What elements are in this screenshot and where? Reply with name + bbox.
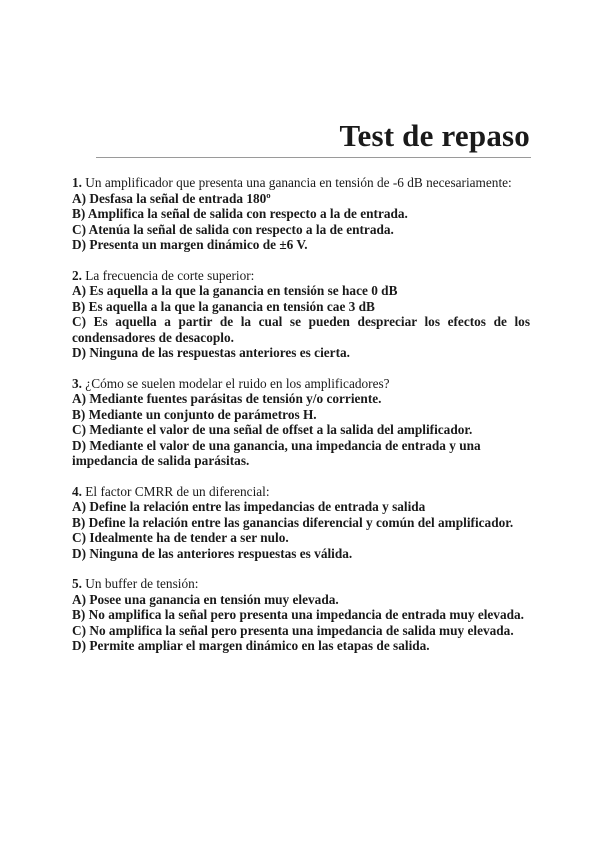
title-divider — [96, 157, 531, 158]
option-d: D) Ninguna de las anteriores respuestas es válida. — [72, 545, 353, 561]
question-1 — [72, 175, 530, 253]
option-a: A) Define la relación entre las impedancias de entrada y salida — [72, 499, 426, 514]
option-d: D) Permite ampliar el margen dinámico en las etapas de salida. — [72, 638, 430, 653]
question-number: 3. — [72, 375, 82, 391]
question-text: La frecuencia de corte superior: — [81, 267, 255, 283]
option-c: C) Idealmente ha de tender a ser nulo. — [72, 530, 289, 545]
question-5 — [72, 576, 530, 654]
option-c: C) No amplifica la señal pero presenta una impedancia de salida muy elevada. — [72, 622, 514, 638]
question-stem — [72, 268, 530, 284]
question-stem — [72, 576, 530, 592]
option-a: A) Desfasa la señal de entrada 180º — [72, 190, 271, 206]
option-b: B) Amplifica la señal de salida con respecto a la de entrada. — [72, 206, 408, 221]
question-text: ¿Cómo se suelen modelar el ruido en los amplificadores? — [81, 375, 390, 391]
question-list — [72, 175, 530, 669]
option-d: D) Mediante el valor de una ganancia, una impedancia de entrada y una impedancia de salida parásitas. — [72, 437, 481, 468]
question-text: Un buffer de tensión: — [81, 576, 199, 591]
page-title: Test de repaso — [339, 118, 530, 153]
question-2 — [72, 268, 530, 361]
question-text: El factor CMRR de un diferencial: — [81, 483, 270, 499]
option-c: C) Mediante el valor de una señal de offset a la salida del amplificador. — [72, 422, 473, 437]
option-b: B) Es aquella a la que la ganancia en tensión cae 3 dB — [72, 298, 375, 314]
question-number: 1. — [72, 175, 82, 190]
question-stem — [72, 376, 530, 392]
option-b: B) No amplifica la señal pero presenta una impedancia de entrada muy elevada. — [72, 607, 524, 622]
question-number: 4. — [72, 483, 82, 499]
question-number: 5. — [72, 576, 82, 591]
option-b: B) Define la relación entre las ganancias diferencial y común del amplificador. — [72, 514, 514, 530]
option-a: A) Mediante fuentes parásitas de tensión y/o corriente. — [72, 391, 382, 406]
question-stem — [72, 175, 530, 191]
option-c: C) Es aquella a partir de la cual se pueden despreciar los efectos de los condensadores de desacoplo. — [72, 314, 530, 345]
option-d: D) Presenta un margen dinámico de ±6 V. — [72, 237, 308, 252]
question-4 — [72, 484, 530, 562]
question-text: Un amplificador que presenta una ganancia en tensión de -6 dB necesariamente: — [81, 175, 512, 190]
option-d: D) Ninguna de las respuestas anteriores es cierta. — [72, 345, 350, 360]
option-a: A) Es aquella a la que la ganancia en tensión se hace 0 dB — [72, 283, 398, 298]
option-c: C) Atenúa la señal de salida con respecto a la de entrada. — [72, 221, 394, 237]
question-3 — [72, 376, 530, 469]
option-a: A) Posee una ganancia en tensión muy elevada. — [72, 591, 339, 607]
option-b: B) Mediante un conjunto de parámetros H. — [72, 406, 317, 422]
question-stem — [72, 484, 530, 500]
question-number: 2. — [72, 267, 82, 283]
